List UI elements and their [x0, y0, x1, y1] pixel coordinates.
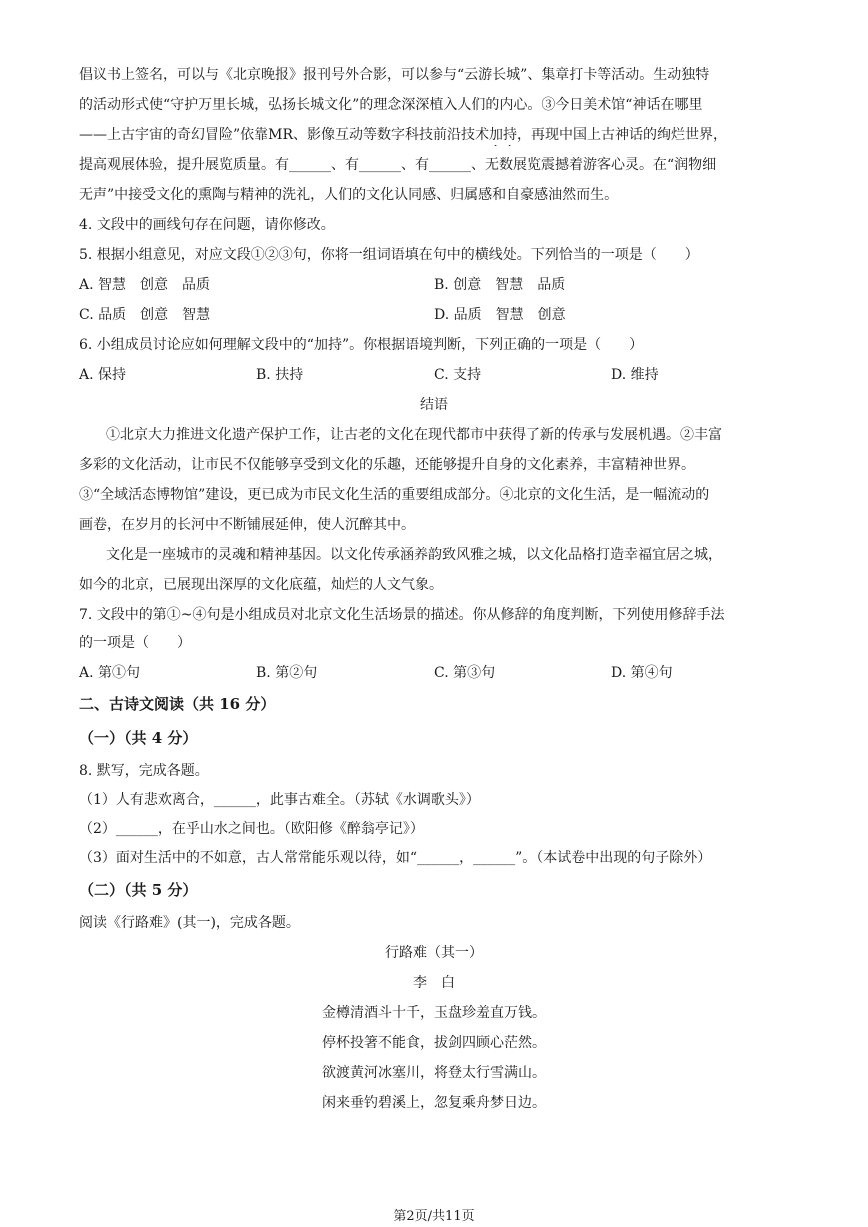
passage-line: 文化是一座城市的灵魂和精神基因。以文化传承涵养韵致风雅之城，以文化品格打造幸福宜居之城， [106, 547, 722, 563]
passage-line: ③“全域活态博物馆”建设，更已成为市民文化生活的重要组成部分。④北京的文化生活，是一幅流动的 [79, 487, 710, 503]
subsection-title: （二）（共 5 分） [79, 881, 198, 899]
question-6-stem: 6. 小组成员讨论应如何理解文段中的“加持”。你根据语境判断，下列正确的一项是（ ） [79, 337, 644, 353]
poem-line: 闲来垂钓碧溪上，忽复乘舟梦日边。 [322, 1095, 546, 1111]
passage-line: ①北京大力推进文化遗产保护工作，让古老的文化在现代都市中获得了新的传承与发展机遇。②丰富 [106, 427, 722, 443]
option-a: A. 保持 [79, 367, 127, 383]
question-7-stem: 7. 文段中的第①~④句是小组成员对北京文化生活场景的描述。你从修辞的角度判断，下列使用修辞手法 [79, 607, 725, 623]
passage-line: 多彩的文化活动，让市民不仅能够享受到文化的乐趣，还能够提升自身的文化素养，丰富精神世界。 [79, 457, 695, 473]
poem-line: 欲渡黄河冰塞川，将登太行雪满山。 [322, 1065, 546, 1081]
emphasized-char: 持 [503, 127, 518, 143]
question-5-stem: 5. 根据小组意见，对应文段①②③句，你将一组词语填在句中的横线处。下列恰当的一项是（ ） [79, 247, 699, 263]
option-b: B. 第②句 [256, 665, 318, 681]
poem-title: 行路难（其一） [385, 945, 483, 961]
passage-line: 画卷，在岁月的长河中不断铺展延伸，使人沉醉其中。 [79, 517, 415, 533]
option-c: C. 第③句 [434, 665, 496, 681]
passage-line: 无声”中接受文化的熏陶与精神的洗礼，人们的文化认同感、归属感和自豪感油然而生。 [79, 187, 619, 203]
question-8-3: （3）面对生活中的不如意，古人常常能乐观以待，如“______，______”。（本试卷中出现的句子除外） [79, 850, 712, 866]
passage-line: 的活动形式使“守护万里长城，弘扬长城文化”的理念深深植入人们的内心。③今日美术馆“神话在哪里 [79, 97, 703, 113]
poem-line: 停杯投箸不能食，拔剑四顾心茫然。 [322, 1035, 546, 1051]
page-number: 第2页/共11页 [393, 1209, 475, 1224]
passage-line: 如今的北京，已展现出深厚的文化底蕴，灿烂的人文气象。 [79, 577, 443, 593]
section-title: 二、古诗文阅读（共 16 分） [79, 695, 276, 713]
option-b: B. 扶持 [256, 367, 304, 383]
option-b: B. 创意 智慧 品质 [434, 277, 566, 293]
passage-text: ，再现中国上古神话的绚烂世界， [517, 127, 728, 143]
passage-text: ——上古宇宙的奇幻冒险”依靠MR、影像互动等数字科技前沿技术 [79, 127, 490, 143]
option-d: D. 第④句 [611, 665, 673, 681]
question-8-1: （1）人有悲欢离合，______，此事古难全。（苏轼《水调歌头》） [79, 792, 480, 808]
option-c: C. 品质 创意 智慧 [79, 307, 211, 323]
section-heading: 结语 [420, 397, 448, 413]
question-7-stem: 的一项是（ ） [79, 635, 191, 651]
option-a: A. 智慧 创意 品质 [79, 277, 211, 293]
poem-author: 李 白 [413, 975, 455, 991]
question-4: 4. 文段中的画线句存在问题，请你修改。 [79, 217, 335, 233]
option-a: A. 第①句 [79, 665, 141, 681]
question-8-2: （2）______，在乎山水之间也。（欧阳修《醉翁亭记》） [79, 821, 424, 837]
option-d: D. 维持 [611, 367, 659, 383]
subsection-title: （一）（共 4 分） [79, 729, 198, 747]
passage-line: 倡议书上签名，可以与《北京晚报》报刊号外合影，可以参与“云游长城”、集章打卡等活动。生动独特 [79, 67, 710, 83]
passage-line: 提高观展体验，提升展览质量。有______、有______、有______、无数展览震撼着游客心灵。在“润物细 [79, 157, 717, 173]
emphasized-char: 加 [489, 127, 504, 143]
reading-instruction: 阅读《行路难》(其一)，完成各题。 [79, 915, 300, 931]
option-d: D. 品质 智慧 创意 [434, 307, 566, 323]
passage-line [79, 124, 794, 146]
option-c: C. 支持 [434, 367, 482, 383]
poem-line: 金樽清酒斗十千，玉盘珍羞直万钱。 [322, 1005, 546, 1021]
question-8: 8. 默写，完成各题。 [79, 763, 209, 779]
